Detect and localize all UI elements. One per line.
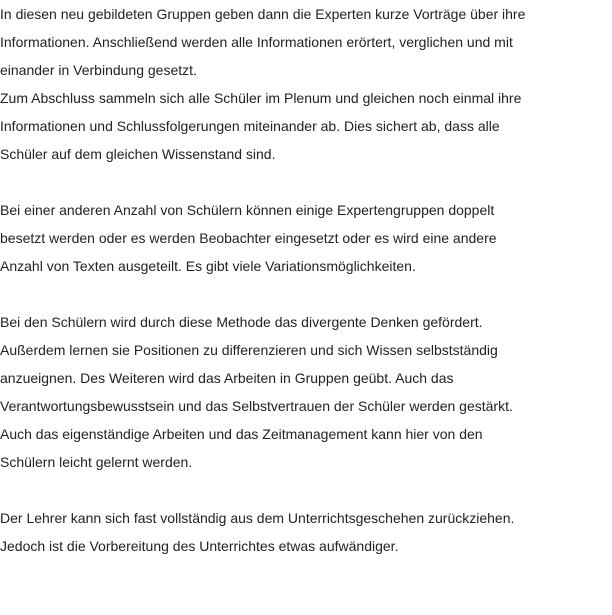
text-line: Verantwortungsbewusstsein und das Selbstvertrauen der Schüler werden gestärkt. <box>0 398 513 414</box>
text-line: Bei einer anderen Anzahl von Schülern können einige Expertengruppen doppelt <box>0 202 495 218</box>
paragraph-gap <box>0 476 612 504</box>
text-line: anzueignen. Des Weiteren wird das Arbeiten in Gruppen geübt. Auch das <box>0 370 454 386</box>
text-line: Informationen. Anschließend werden alle Informationen erörtert, verglichen und mit <box>0 34 513 50</box>
text-line: Bei den Schülern wird durch diese Methode das divergente Denken gefördert. <box>0 314 483 330</box>
text-line: Schüler auf dem gleichen Wissenstand sind. <box>0 146 276 162</box>
text-line: Zum Abschluss sammeln sich alle Schüler im Plenum und gleichen noch einmal ihre <box>0 90 522 106</box>
text-line: Informationen und Schlussfolgerungen miteinander ab. Dies sichert ab, dass alle <box>0 118 500 134</box>
text-line: besetzt werden oder es werden Beobachter eingesetzt oder es wird eine andere <box>0 230 497 246</box>
text-line: Auch das eigenständige Arbeiten und das Zeitmanagement kann hier von den <box>0 426 483 442</box>
text-line: einander in Verbindung gesetzt. <box>0 62 197 78</box>
paragraph-gap <box>0 280 612 308</box>
text-line: In diesen neu gebildeten Gruppen geben dann die Experten kurze Vorträge über ihre <box>0 6 526 22</box>
text-line: Der Lehrer kann sich fast vollständig aus dem Unterrichtsgeschehen zurückziehen. <box>0 510 515 526</box>
text-line: Anzahl von Texten ausgeteilt. Es gibt viele Variationsmöglichkeiten. <box>0 258 416 274</box>
text-line: Außerdem lernen sie Positionen zu differenzieren und sich Wissen selbstständig <box>0 342 498 358</box>
text-line: Jedoch ist die Vorbereitung des Unterrichtes etwas aufwändiger. <box>0 538 399 554</box>
text-line: Schülern leicht gelernt werden. <box>0 454 193 470</box>
paragraph-gap <box>0 168 612 196</box>
